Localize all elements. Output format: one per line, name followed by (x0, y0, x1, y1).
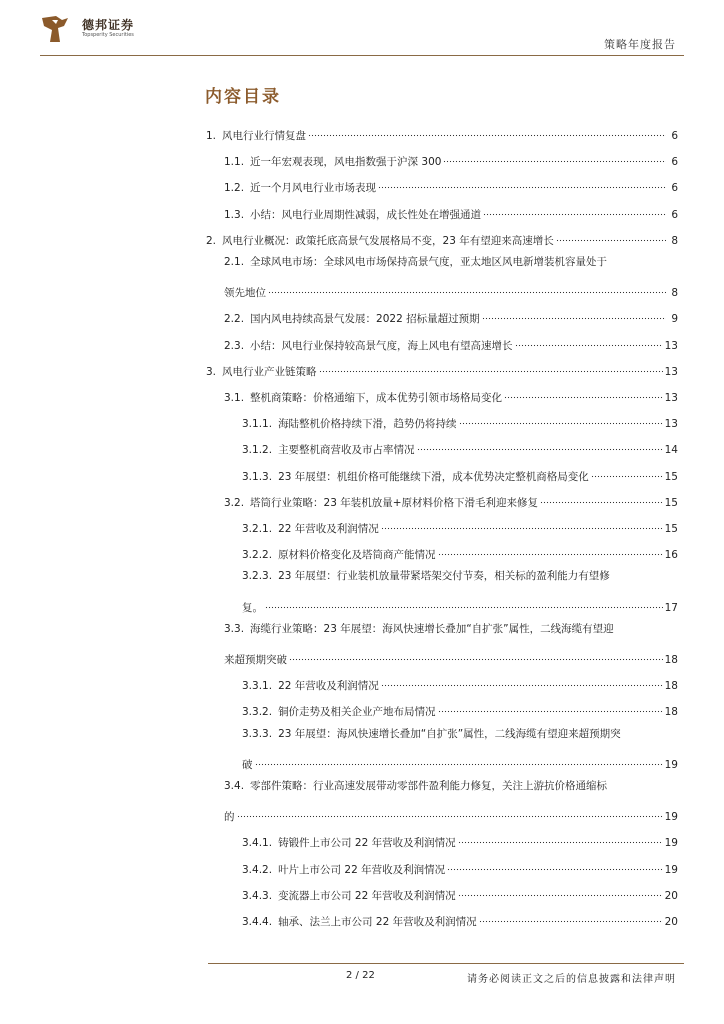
toc-entry-text: 主要整机商营收及市占率情况 (278, 444, 415, 457)
toc-entry-number: 3.4.4. (242, 916, 273, 928)
toc-entry-number: 3.3.2. (242, 706, 273, 719)
toc-entry-number: 3.2. (224, 496, 245, 509)
toc-entry-text: 轴承、法兰上市公司 22 年营收及利润情况 (278, 916, 477, 928)
toc-entry-text: 零部件策略：行业高速发展带动零部件盈利能力修复，关注上游抗价格通缩标 (250, 780, 608, 792)
toc-entry-page: 19 (664, 811, 678, 824)
toc-entry-number: 3. (206, 365, 217, 378)
toc-entry-text: 铸锻件上市公司 22 年营收及利润情况 (278, 837, 456, 850)
toc-entry-page: 13 (664, 418, 678, 431)
toc-entry-text: 整机商策略：价格通缩下，成本优势引领市场格局变化 (250, 392, 503, 404)
toc-title: 内容目录 (205, 87, 281, 107)
toc-entry-text: 22 年营收及利润情况 (278, 523, 379, 535)
toc-entry-line[interactable] (224, 621, 614, 637)
toc-leader-dots (458, 883, 663, 899)
toc-entry-page: 6 (671, 208, 678, 221)
toc-entry[interactable] (224, 804, 678, 824)
toc-entry-line[interactable] (224, 254, 607, 270)
toc-entry-text: 小结：风电行业周期性减弱，成长性处在增强通道 (250, 208, 482, 221)
toc-leader-dots (378, 175, 666, 191)
toc-entry-number: 1.1. (224, 156, 245, 169)
toc-entry-number: 3.4.2. (242, 863, 273, 876)
toc-entry-text-cont: 的 (224, 811, 235, 824)
toc-leader-dots (443, 149, 666, 165)
toc-entry-text: 铜价走势及相关企业产地布局情况 (278, 706, 436, 719)
toc-entry-text: 小结：风电行业保持较高景气度，海上风电有望高速增长 (250, 339, 513, 352)
toc-entry[interactable] (242, 857, 678, 876)
toc-entry-page: 8 (671, 234, 678, 247)
toc-entry-page: 16 (664, 549, 678, 562)
toc-entry-text: 塔筒行业策略：23 年装机放量+原材料价格下滑毛利迎来修复 (250, 496, 539, 509)
toc-entry-page: 15 (664, 470, 678, 483)
toc-entry-page: 18 (664, 706, 678, 719)
toc-entry-page: 17 (664, 601, 678, 614)
toc-entry-text: 23 年展望：行业装机放量带紧塔架交付节奏，相关标的盈利能力有望修 (278, 570, 610, 583)
toc-entry-page: 19 (664, 758, 678, 771)
toc-entry-number: 1. (206, 130, 217, 142)
toc-entry-text: 变流器上市公司 22 年营收及利润情况 (278, 889, 456, 902)
toc-entry[interactable] (242, 909, 678, 928)
toc-entry-number: 3.4.1. (242, 837, 273, 850)
toc-entry-number: 3.2.3. (242, 570, 273, 583)
page-number: 2 / 22 (346, 970, 375, 981)
toc-entry-page: 20 (664, 916, 678, 928)
toc-entry-text-cont: 领先地位 (224, 287, 266, 300)
header-divider (40, 55, 684, 56)
toc-entry[interactable] (224, 333, 678, 352)
toc-entry-page: 6 (671, 156, 678, 169)
toc-leader-dots (417, 437, 663, 453)
brand-name-en: Topsperity Securities (82, 32, 134, 38)
toc-entry[interactable] (224, 385, 678, 404)
toc-leader-dots (459, 411, 663, 427)
toc-entry-text: 近一年宏观表现，风电指数强于沪深 300 (250, 156, 442, 169)
toc-entry-page: 19 (664, 837, 678, 850)
toc-leader-dots (308, 123, 666, 139)
toc-entry[interactable] (242, 830, 678, 850)
toc-entry[interactable] (206, 359, 678, 378)
toc-leader-dots (319, 359, 663, 375)
toc-leader-dots (381, 516, 663, 532)
toc-entry-number: 1.2. (224, 182, 245, 195)
toc-entry-number: 2. (206, 234, 217, 247)
toc-entry[interactable] (224, 202, 678, 221)
toc-entry[interactable] (224, 280, 678, 300)
toc-leader-dots (255, 752, 663, 768)
brand-name-cn: 德邦证券 (82, 18, 135, 32)
toc-entry-text: 23 年展望：机组价格可能继续下滑，成本优势决定整机商格局变化 (278, 470, 589, 483)
toc-leader-dots (504, 385, 663, 401)
toc-entry-text: 22 年营收及利润情况 (278, 680, 379, 693)
toc-entry-number: 3.1.2. (242, 444, 273, 457)
toc-entry-text: 23 年展望：海风快速增长叠加“自扩张”属性，二线海缆有望迎来超预期突 (278, 727, 621, 740)
toc-leader-dots (479, 909, 663, 925)
footer-divider (208, 963, 684, 964)
toc-entry-page: 8 (671, 287, 678, 300)
toc-leader-dots (591, 464, 663, 480)
toc-entry-page: 15 (664, 496, 678, 509)
toc-entry-page: 20 (664, 889, 678, 902)
toc-entry-number: 2.1. (224, 256, 245, 268)
toc-entry-number: 3.2.2. (242, 549, 273, 562)
toc-entry[interactable] (242, 464, 678, 483)
toc-entry[interactable] (224, 490, 678, 509)
toc-entry-text-cont: 复。 (242, 601, 263, 614)
toc-entry-text: 风电行业产业链策略 (222, 365, 317, 378)
toc-entry-page: 13 (664, 392, 678, 404)
toc-entry-text: 风电行业行情复盘 (222, 130, 307, 142)
toc-entry[interactable] (206, 228, 678, 247)
toc-leader-dots (482, 306, 666, 322)
toc-entry-number: 3.2.1. (242, 523, 273, 535)
toc-leader-dots (438, 699, 663, 715)
toc-entry[interactable] (242, 516, 678, 535)
toc-leader-dots (265, 595, 663, 611)
toc-entry-number: 3.1.3. (242, 470, 273, 483)
toc-entry-text: 海陆整机价格持续下滑，趋势仍将持续 (278, 418, 457, 431)
toc-entry-text: 国内风电持续高景气发展：2022 招标量超过预期 (250, 313, 480, 326)
toc-entry-text: 海缆行业策略：23 年展望：海风快速增长叠加“自扩张”属性，二线海缆有望迎 (250, 622, 614, 635)
toc-entry-page: 19 (664, 863, 678, 876)
toc-entry-number: 3.3.3. (242, 727, 273, 740)
toc-leader-dots (483, 202, 666, 218)
toc-entry[interactable] (242, 699, 678, 719)
toc-entry-page: 13 (664, 339, 678, 352)
toc-leader-dots (540, 490, 663, 506)
toc-entry-number: 2.3. (224, 339, 245, 352)
toc-entry-text: 原材料价格变化及塔筒商产能情况 (278, 549, 436, 562)
toc-entry[interactable] (224, 175, 678, 195)
toc-entry-number: 3.1. (224, 392, 245, 404)
toc-entry-line[interactable] (242, 726, 621, 742)
toc-entry[interactable] (242, 595, 678, 614)
toc-entry[interactable] (242, 542, 678, 562)
toc-entry[interactable] (242, 437, 678, 457)
toc-entry[interactable] (242, 752, 678, 771)
toc-entry-page: 13 (664, 365, 678, 378)
toc-leader-dots (447, 857, 663, 873)
toc-entry-text: 叶片上市公司 22 年营收及利润情况 (278, 863, 446, 876)
toc-entry-page: 15 (664, 523, 678, 535)
toc-entry[interactable] (242, 411, 678, 431)
toc-entry-text: 近一个月风电行业市场表现 (250, 182, 377, 195)
toc-entry-text-cont: 破 (242, 758, 253, 771)
toc-entry-line[interactable] (224, 778, 607, 794)
legal-notice: 请务必阅读正文之后的信息披露和法律声明 (467, 974, 676, 985)
toc-entry-number: 3.3.1. (242, 680, 273, 693)
toc-entry-text: 全球风电市场：全球风电市场保持高景气度，亚太地区风电新增装机容量处于 (250, 256, 608, 268)
toc-entry-page: 6 (671, 182, 678, 195)
toc-entry[interactable] (242, 883, 678, 902)
toc-leader-dots (237, 804, 663, 820)
toc-leader-dots (381, 673, 663, 689)
toc-entry[interactable] (224, 306, 678, 326)
toc-entry[interactable] (242, 673, 678, 693)
toc-entry-number: 2.2. (224, 313, 245, 326)
toc-leader-dots (438, 542, 663, 558)
toc-entry-number: 3.4.3. (242, 889, 273, 902)
toc-entry[interactable] (224, 149, 678, 169)
toc-entry-page: 18 (664, 654, 678, 666)
toc-entry-page: 18 (664, 680, 678, 693)
document-type: 策略年度报告 (604, 38, 676, 51)
toc-leader-dots (289, 647, 663, 663)
toc-entry[interactable] (206, 123, 678, 142)
toc-entry-page: 6 (671, 130, 678, 142)
toc-leader-dots (458, 830, 663, 846)
toc-entry-line[interactable] (242, 568, 610, 584)
toc-leader-dots (515, 333, 663, 349)
page-header (0, 0, 724, 60)
toc-leader-dots (268, 280, 666, 296)
toc-entry-number: 3.1.1. (242, 418, 273, 431)
toc-entry-number: 3.3. (224, 622, 245, 635)
toc-entry-page: 9 (671, 313, 678, 326)
toc-leader-dots (556, 228, 666, 244)
toc-entry-page: 14 (664, 444, 678, 457)
toc-entry-text: 风电行业概况：政策托底高景气发展格局不变，23 年有望迎来高速增长 (222, 234, 554, 247)
brand-logo-icon (40, 14, 70, 44)
toc-entry-number: 1.3. (224, 208, 245, 221)
toc-entry-text-cont: 来超预期突破 (224, 654, 287, 666)
toc-entry-number: 3.4. (224, 780, 245, 792)
toc-entry[interactable] (224, 647, 678, 666)
